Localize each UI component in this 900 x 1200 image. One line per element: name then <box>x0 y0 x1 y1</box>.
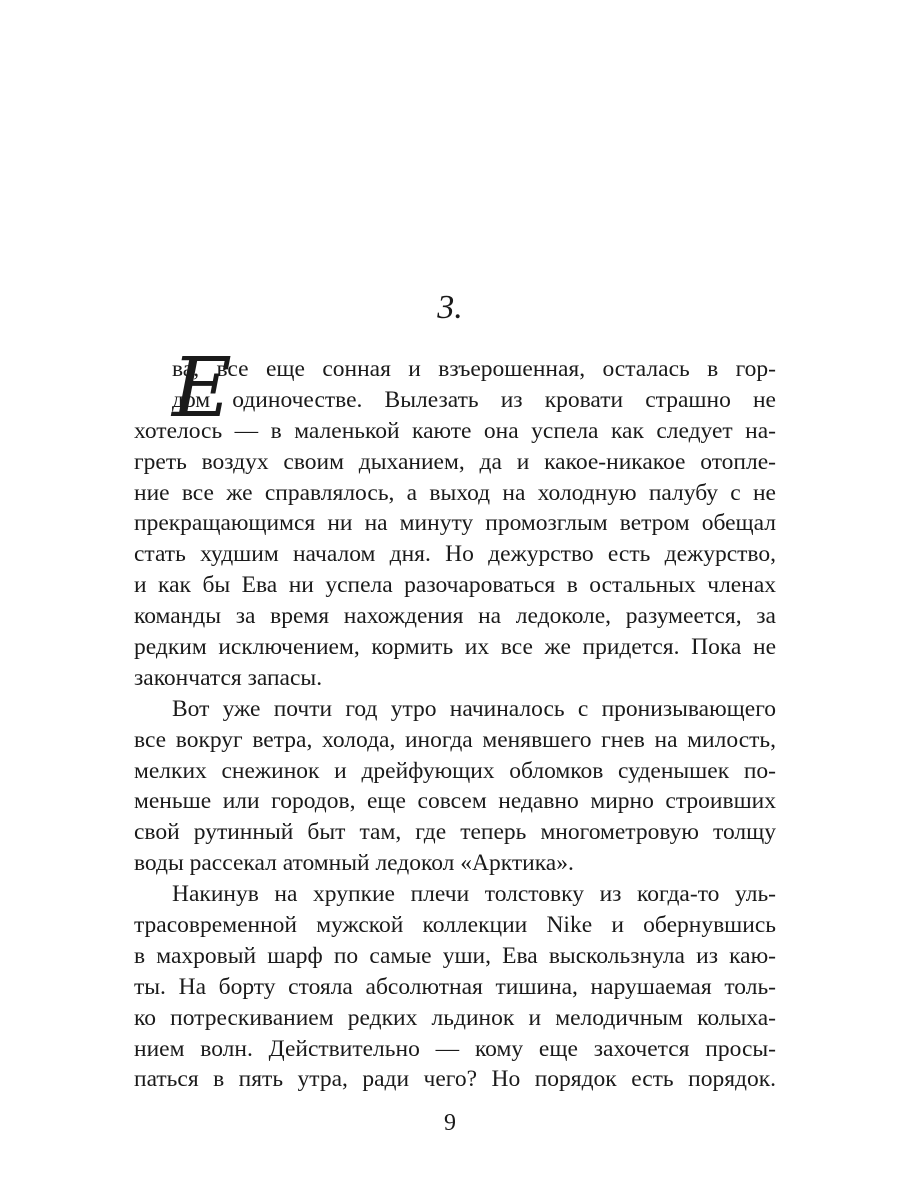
text-line: нием волн. Действительно — кому еще захочется просы- <box>134 1035 776 1062</box>
text-line: закончатся запасы. <box>134 664 323 691</box>
text-line: прекращающимся ни на минуту промозглым ветром обещал <box>134 510 776 537</box>
text-line: мелких снежинок и дрейфующих обломков суденышек по- <box>134 757 776 784</box>
text-line: греть воздух своим дыханием, да и какое-никакое отопле- <box>134 448 776 475</box>
text-line: меньше или городов, еще совсем недавно мирно строивших <box>134 788 776 815</box>
text-line: воды рассекал атомный ледокол «Арктика». <box>134 850 574 877</box>
text-line: и как бы Ева ни успела разочароваться в остальных членах <box>134 572 776 599</box>
text-line: дом одиночестве. Вылезать из кровати страшно не <box>172 386 776 413</box>
text-line: ко потрескиванием редких льдинок и мелодичным колыха- <box>134 1004 776 1031</box>
text-line: команды за время нахождения на ледоколе, разумеется, за <box>134 603 776 630</box>
body-text <box>134 341 776 1095</box>
page-number: 9 <box>444 1110 456 1136</box>
chapter-title: 3. <box>437 289 463 326</box>
text-line: свой рутинный быт там, где теперь многометровую толщу <box>134 819 776 846</box>
text-line: трасовременной мужской коллекции Nike и обернувшись <box>134 912 776 939</box>
text-line: стать худшим началом дня. Но дежурство есть дежурство, <box>134 541 776 568</box>
text-line: в махровый шарф по самые уши, Ева выскользнула из каю- <box>134 942 776 969</box>
text-line: паться в пять утра, ради чего? Но порядок есть порядок. <box>134 1066 776 1093</box>
text-line: Вот уже почти год утро начиналось с пронизывающего <box>172 695 776 722</box>
text-line: ты. На борту стояла абсолютная тишина, нарушаемая толь- <box>134 973 776 1000</box>
text-line: Накинув на хрупкие плечи толстовку из когда-то уль- <box>172 881 776 908</box>
drop-cap: Е <box>172 341 232 436</box>
text-line: ние все же справлялось, а выход на холодную палубу с не <box>134 479 776 506</box>
text-line: все вокруг ветра, холода, иногда менявшего гнев на милость, <box>134 726 776 753</box>
text-line: хотелось — в маленькой каюте она успела как следует на- <box>134 417 776 444</box>
text-line: ва, все еще сонная и взъерошенная, осталась в гор- <box>172 356 776 382</box>
text-line: редким исключением, кормить их все же придется. Пока не <box>134 634 776 661</box>
